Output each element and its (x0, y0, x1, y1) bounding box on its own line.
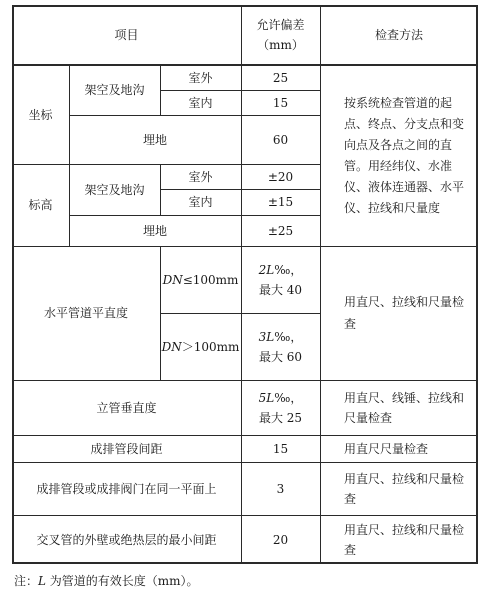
coord-indoor: 室内 (188, 95, 213, 110)
rule (69, 115, 320, 116)
header-deviation: 允许偏差 （mm） (256, 18, 305, 52)
rule (69, 65, 70, 246)
horizontal-value-2: 3L‰， 最大 60 (258, 329, 303, 364)
rule (241, 5, 242, 564)
table-border-bottom (12, 562, 478, 564)
plane-value: 3 (276, 481, 285, 496)
horizontal-method: 用直尺、拉线和尺量检查 (344, 295, 465, 331)
rule (320, 5, 321, 564)
crossing-label: 交叉管的外壁或绝热层的最小间距 (36, 532, 217, 547)
rule (160, 164, 161, 215)
crossing-value: 20 (272, 532, 289, 547)
coord-outdoor-value: 25 (272, 70, 289, 85)
coord-outdoor: 室外 (188, 70, 213, 85)
elev-indoor-value: ±15 (267, 195, 294, 209)
horizontal-value-1: 2L‰， 最大 40 (258, 262, 303, 297)
coord-overhead: 架空及地沟 (84, 83, 145, 97)
spacing-value: 15 (272, 441, 289, 456)
table-note: 注：L 为管道的有效长度（mm）。 (14, 574, 199, 588)
vertical-value: 5L‰， 最大 25 (258, 390, 303, 425)
rule (12, 246, 478, 247)
horizontal-label: 水平管道平直度 (43, 306, 128, 320)
tolerance-table (12, 5, 478, 564)
elev-indoor: 室内 (188, 195, 213, 209)
elev-outdoor: 室外 (188, 169, 213, 184)
table-border-right (476, 5, 478, 564)
vertical-method: 用直尺、线锤、拉线和尺量检查 (344, 390, 465, 425)
rule (12, 380, 478, 381)
rule (12, 164, 320, 165)
spacing-method: 用直尺尺量检查 (344, 441, 429, 456)
horizontal-condition-1: DN≤100mm (162, 272, 239, 287)
rule (12, 435, 478, 436)
header-item: 项目 (114, 28, 139, 42)
rule (12, 515, 478, 516)
elev-overhead: 架空及地沟 (84, 182, 145, 197)
crossing-method: 用直尺、拉线和尺量检查 (344, 522, 465, 557)
elev-buried-value: ±25 (267, 223, 294, 238)
table-border-left (12, 5, 14, 564)
coord-buried-value: 60 (272, 132, 289, 147)
spacing-label: 成排管段间距 (90, 441, 163, 456)
elev-buried: 埋地 (142, 223, 167, 238)
rule (160, 90, 320, 91)
rule (160, 313, 320, 314)
coord-buried: 埋地 (142, 132, 167, 147)
rule (160, 189, 320, 190)
plane-method: 用直尺、拉线和尺量检查 (344, 471, 465, 506)
coord-indoor-value: 15 (272, 95, 289, 110)
header-method: 检查方法 (374, 28, 423, 42)
coord-label: 坐标 (28, 107, 53, 122)
horizontal-condition-2: DN＞100mm (161, 339, 240, 354)
rule (160, 65, 161, 115)
rule (69, 215, 320, 216)
elev-label: 标高 (28, 198, 53, 212)
table-border-top (12, 5, 478, 7)
header-rule (12, 64, 478, 66)
elev-outdoor-value: ±20 (267, 169, 294, 184)
plane-label: 成排管段或成排阀门在同一平面上 (36, 481, 217, 496)
rule (12, 462, 478, 463)
coord-elev-method: 按系统检查管道的起点、终点、分支点和变向点及各点之间的直管。用经纬仪、水准仪、液体连通器、水平仪、拉线和尺量度 (344, 95, 465, 215)
vertical-label: 立管垂直度 (96, 400, 157, 415)
rule (160, 246, 161, 380)
